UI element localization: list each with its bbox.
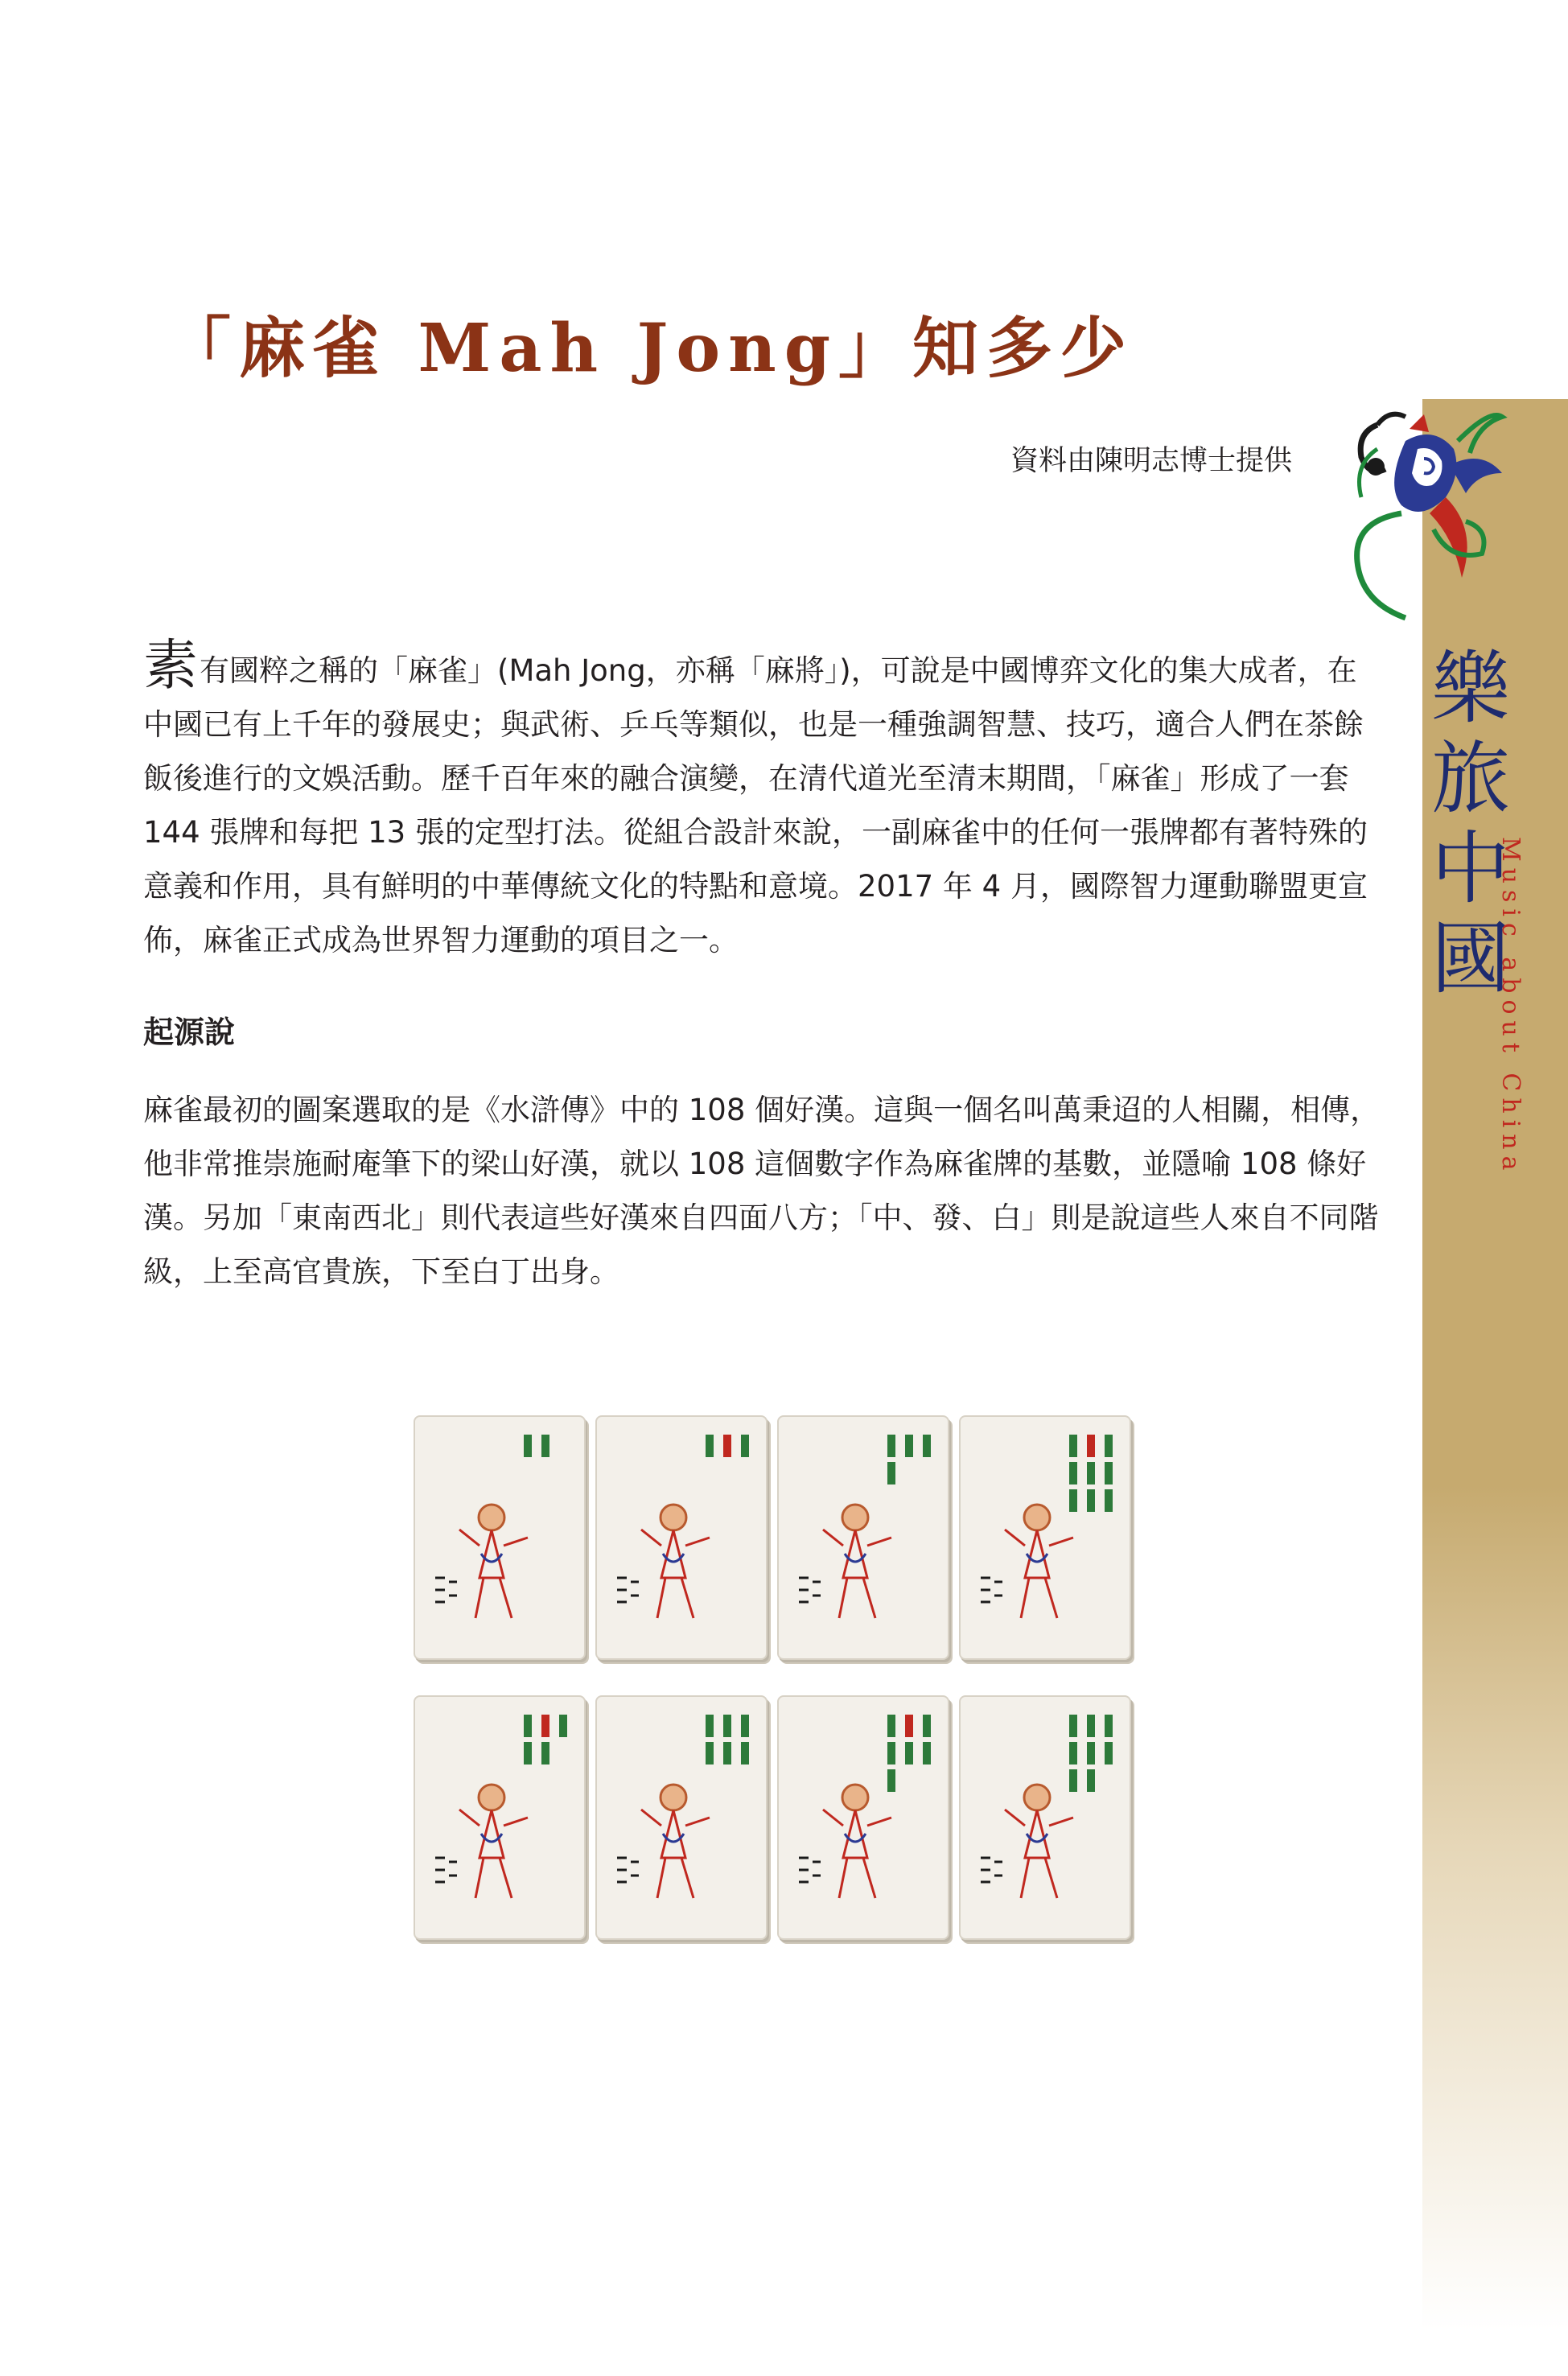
bamboo-mark [887, 1769, 895, 1792]
bamboo-mark [723, 1742, 731, 1764]
bamboo-mark [723, 1435, 731, 1457]
hero-figure [459, 1785, 528, 1898]
bamboo-mark [541, 1742, 549, 1764]
bamboo-mark [1105, 1489, 1113, 1512]
bamboo-mark [923, 1715, 931, 1737]
intro-text: 有國粹之稱的「麻雀」(Mah Jong，亦稱「麻將」)，可說是中國博弈文化的集大成者，在中國已有上千年的發展史；與武術、乒乓等類似，也是一種強調智慧、技巧，適合人們在茶餘飯後進行的文娛活動。歷千百年來的融合演變，在清代道光至清末期間，「麻雀」形成了一套 144 張牌和每把 13 張的定型打法。從組合設計來說，一副麻雀中的任何一張牌都有著特殊的意義和作用，具有鮮明的中華傳統文化的特點和意境。2017 年 4 月，國際智力運動聯盟更宣佈，麻雀正式成為世界智力運動的項目之一。 [143, 653, 1368, 957]
bamboo-mark [541, 1715, 549, 1737]
hero-figure [641, 1785, 710, 1898]
sidebar-char: 中 [1430, 823, 1510, 915]
bamboo-mark [723, 1715, 731, 1737]
bamboo-mark [923, 1435, 931, 1457]
bamboo-mark [541, 1435, 549, 1457]
tile-artwork [961, 1417, 1130, 1658]
name-calligraphy [799, 1578, 821, 1602]
bamboo-mark [1069, 1715, 1077, 1737]
bamboo-mark [741, 1435, 749, 1457]
hero-figure [823, 1505, 891, 1618]
tile-artwork [415, 1697, 584, 1938]
mahjong-tile [959, 1415, 1131, 1660]
tile-artwork [597, 1417, 766, 1658]
bamboo-mark [1069, 1435, 1077, 1457]
origin-paragraph: 麻雀最初的圖案選取的是《水滸傳》中的 108 個好漢。這與一個名叫萬秉迢的人相關，相傳，他非常推崇施耐庵筆下的梁山好漢，就以 108 這個數字作為麻雀牌的基數，並隱喻 108 條好漢。另加「東南西北」則代表這些好漢來自四面八方；「中、發、白」則是說這些人來自不同階級，上至高官貴族，下至白丁出身。 [143, 1093, 1381, 1289]
mahjong-tile [595, 1415, 768, 1660]
tile-artwork [779, 1417, 948, 1658]
bamboo-mark [559, 1715, 567, 1737]
bamboo-mark [887, 1715, 895, 1737]
section-heading: 起源說 [143, 1015, 236, 1050]
bamboo-mark [1105, 1435, 1113, 1457]
bamboo-mark [905, 1742, 913, 1764]
bamboo-mark [524, 1742, 532, 1764]
bamboo-mark [1087, 1769, 1095, 1792]
bamboo-mark [923, 1742, 931, 1764]
mahjong-tile [595, 1695, 768, 1940]
name-calligraphy [981, 1578, 1002, 1602]
page-title: 「麻雀 Mah Jong」知多少 [165, 310, 1135, 387]
mahjong-tile [414, 1415, 586, 1660]
name-calligraphy [435, 1858, 457, 1882]
bamboo-mark [1105, 1742, 1113, 1764]
mahjong-tiles-photo [409, 1412, 1128, 1943]
hero-figure [823, 1785, 891, 1898]
bamboo-mark [524, 1715, 532, 1737]
sidebar-char: 樂 [1430, 643, 1510, 735]
tile-artwork [597, 1697, 766, 1938]
name-calligraphy [617, 1578, 639, 1602]
intro-paragraph [143, 634, 1382, 967]
mahjong-tile [959, 1695, 1131, 1940]
sidebar-char: 國 [1430, 913, 1510, 1005]
sidebar-english-title: Music about China [1496, 837, 1525, 1177]
tile-artwork [415, 1417, 584, 1658]
bamboo-mark [1087, 1462, 1095, 1484]
bamboo-mark [1087, 1435, 1095, 1457]
bamboo-mark [1087, 1489, 1095, 1512]
bamboo-mark [706, 1742, 714, 1764]
mahjong-tile [777, 1415, 949, 1660]
bamboo-mark [706, 1715, 714, 1737]
bamboo-mark [741, 1742, 749, 1764]
name-calligraphy [981, 1858, 1002, 1882]
hero-figure [1005, 1785, 1073, 1898]
bamboo-mark [524, 1435, 532, 1457]
bamboo-mark [887, 1742, 895, 1764]
bamboo-mark [1069, 1489, 1077, 1512]
bamboo-mark [1087, 1742, 1095, 1764]
name-calligraphy [799, 1858, 821, 1882]
hero-figure [641, 1505, 710, 1618]
sidebar-char: 旅 [1430, 733, 1510, 825]
bamboo-mark [706, 1435, 714, 1457]
name-calligraphy [435, 1578, 457, 1602]
name-calligraphy [617, 1858, 639, 1882]
bamboo-mark [905, 1715, 913, 1737]
tile-artwork [961, 1697, 1130, 1938]
bamboo-mark [887, 1462, 895, 1484]
drop-cap: 素 [143, 634, 199, 698]
tile-artwork [779, 1697, 948, 1938]
bamboo-mark [1105, 1715, 1113, 1737]
bamboo-mark [741, 1715, 749, 1737]
hero-figure [1005, 1505, 1073, 1618]
bamboo-mark [905, 1435, 913, 1457]
music-bird-logo [1329, 393, 1514, 650]
bamboo-mark [1069, 1769, 1077, 1792]
hero-figure [459, 1505, 528, 1618]
bamboo-mark [887, 1435, 895, 1457]
mahjong-tile [414, 1695, 586, 1940]
credit-line: 資料由陳明志博士提供 [1010, 445, 1292, 477]
bamboo-mark [1069, 1462, 1077, 1484]
mahjong-tile [777, 1695, 949, 1940]
bamboo-mark [1069, 1742, 1077, 1764]
bamboo-mark [1105, 1462, 1113, 1484]
bamboo-mark [1087, 1715, 1095, 1737]
